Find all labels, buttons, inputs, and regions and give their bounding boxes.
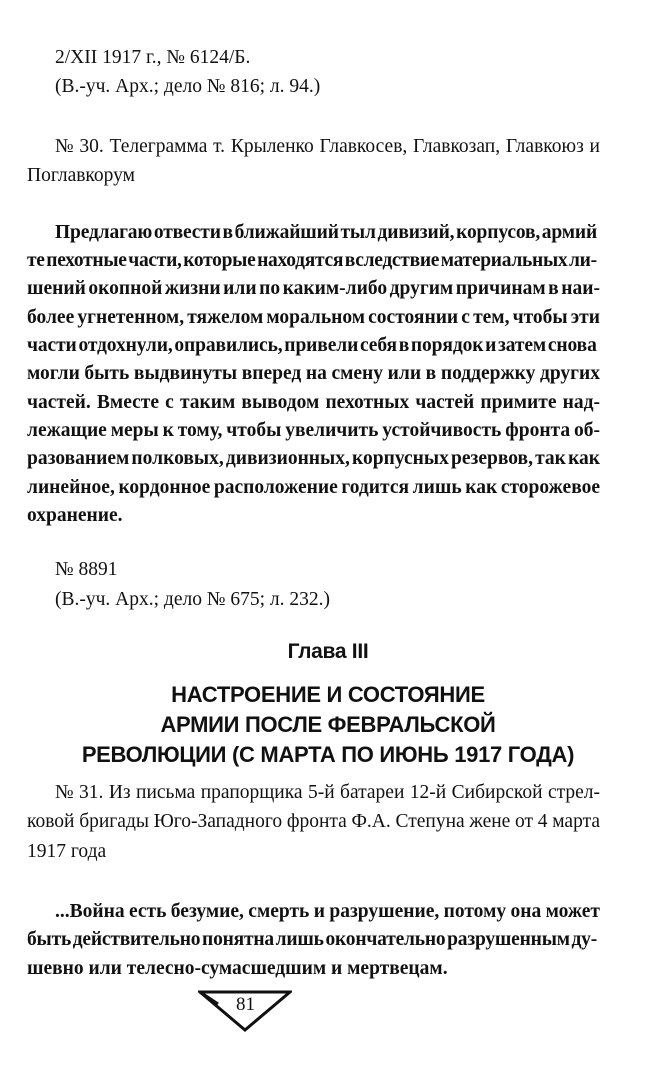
body-line <box>55 900 600 924</box>
body-line <box>27 362 600 386</box>
line-text: те пехотные части, которые находятся вследствие материальных ли- <box>27 250 597 271</box>
line-text: разованием полковых, дивизионных, корпусных резервов, так как <box>27 448 600 469</box>
body-line <box>27 504 600 528</box>
body-line <box>27 419 600 443</box>
source-line-date <box>55 46 628 70</box>
body-line <box>27 334 600 358</box>
doc-30-source <box>55 588 628 612</box>
line-text: могли быть выдвинуты вперед на смену или в поддержку других <box>27 363 600 384</box>
line-text: лежащие меры к тому, чтобы увеличить устойчивость фронта об- <box>27 420 600 441</box>
chapter-title-line: РЕВОЛЮЦИИ (С МАРТА ПО ИЮНЬ 1917 ГОДА) <box>81 742 575 767</box>
line-text: Поглавкорум <box>27 165 135 186</box>
line-text: части отдохнули, оправились, привели себя в порядок и затем снова <box>27 335 597 356</box>
line-text: ...Война есть безумие, смерть и разрушение, потому она может <box>55 901 600 922</box>
chapter-label: Глава III <box>287 640 369 663</box>
chapter-title-line: АРМИИ ПОСЛЕ ФЕВРАЛЬСКОЙ <box>160 712 496 737</box>
body-line <box>27 476 600 500</box>
body-line <box>55 221 600 245</box>
line-text: 1917 года <box>27 841 107 862</box>
line-text: быть действительно понятна лишь окончательно разрушенным ду- <box>27 929 597 950</box>
page-number-badge <box>198 990 292 1032</box>
body-line <box>27 391 600 415</box>
line-text: линейное, кордонное расположение годится лишь как сторожевое <box>27 477 600 498</box>
body-line <box>27 277 600 301</box>
body-line <box>27 957 600 981</box>
source-line-date-text: 2/XII 1917 г., № 6124/Б. <box>55 47 251 68</box>
line-text: шевно или телесно-сумасшедшим и мертвецам. <box>27 958 448 979</box>
line-text: № 30. Телеграмма т. Крыленко Главкосев, Главкозап, Главкоюз и <box>55 136 600 157</box>
line-text: более угнетенном, тяжелом моральном состоянии с тем, чтобы эти <box>27 307 600 328</box>
doc-30-title-line <box>55 135 600 159</box>
doc-30-title-line <box>27 164 600 188</box>
line-text: (В.-уч. Арх.; дело № 675; л. 232.) <box>55 589 330 610</box>
page-number: 81 <box>236 994 255 1015</box>
line-text: частей. Вместе с таким выводом пехотных частей примите над- <box>27 392 600 413</box>
doc-30-number <box>55 558 628 582</box>
doc-31-title-line <box>27 810 600 834</box>
doc-31-title-line <box>27 840 600 864</box>
line-text: охранение. <box>27 505 123 526</box>
body-line <box>27 306 600 330</box>
line-text: № 8891 <box>55 559 118 580</box>
line-text: Предлагаю отвести в ближайший тыл дивизий, корпусов, армий <box>55 222 598 243</box>
chapter-title-line: НАСТРОЕНИЕ И СОСТОЯНИЕ <box>171 682 485 707</box>
body-line <box>27 447 600 471</box>
doc-31-title-line <box>55 781 600 805</box>
body-line <box>27 249 600 273</box>
source-line-archive-text: (В.-уч. Арх.; дело № 816; л. 94.) <box>55 76 321 97</box>
line-text: № 31. Из письма прапорщика 5-й батареи 12-й Сибирской стрел- <box>55 782 600 803</box>
line-text: ковой бригады Юго-Западного фронта Ф.А. Степуна жене от 4 марта <box>27 811 600 832</box>
source-line-archive <box>55 75 628 99</box>
line-text: шений окопной жизни или по каким-либо другим причинам в наи- <box>27 278 600 299</box>
body-line <box>27 928 600 952</box>
